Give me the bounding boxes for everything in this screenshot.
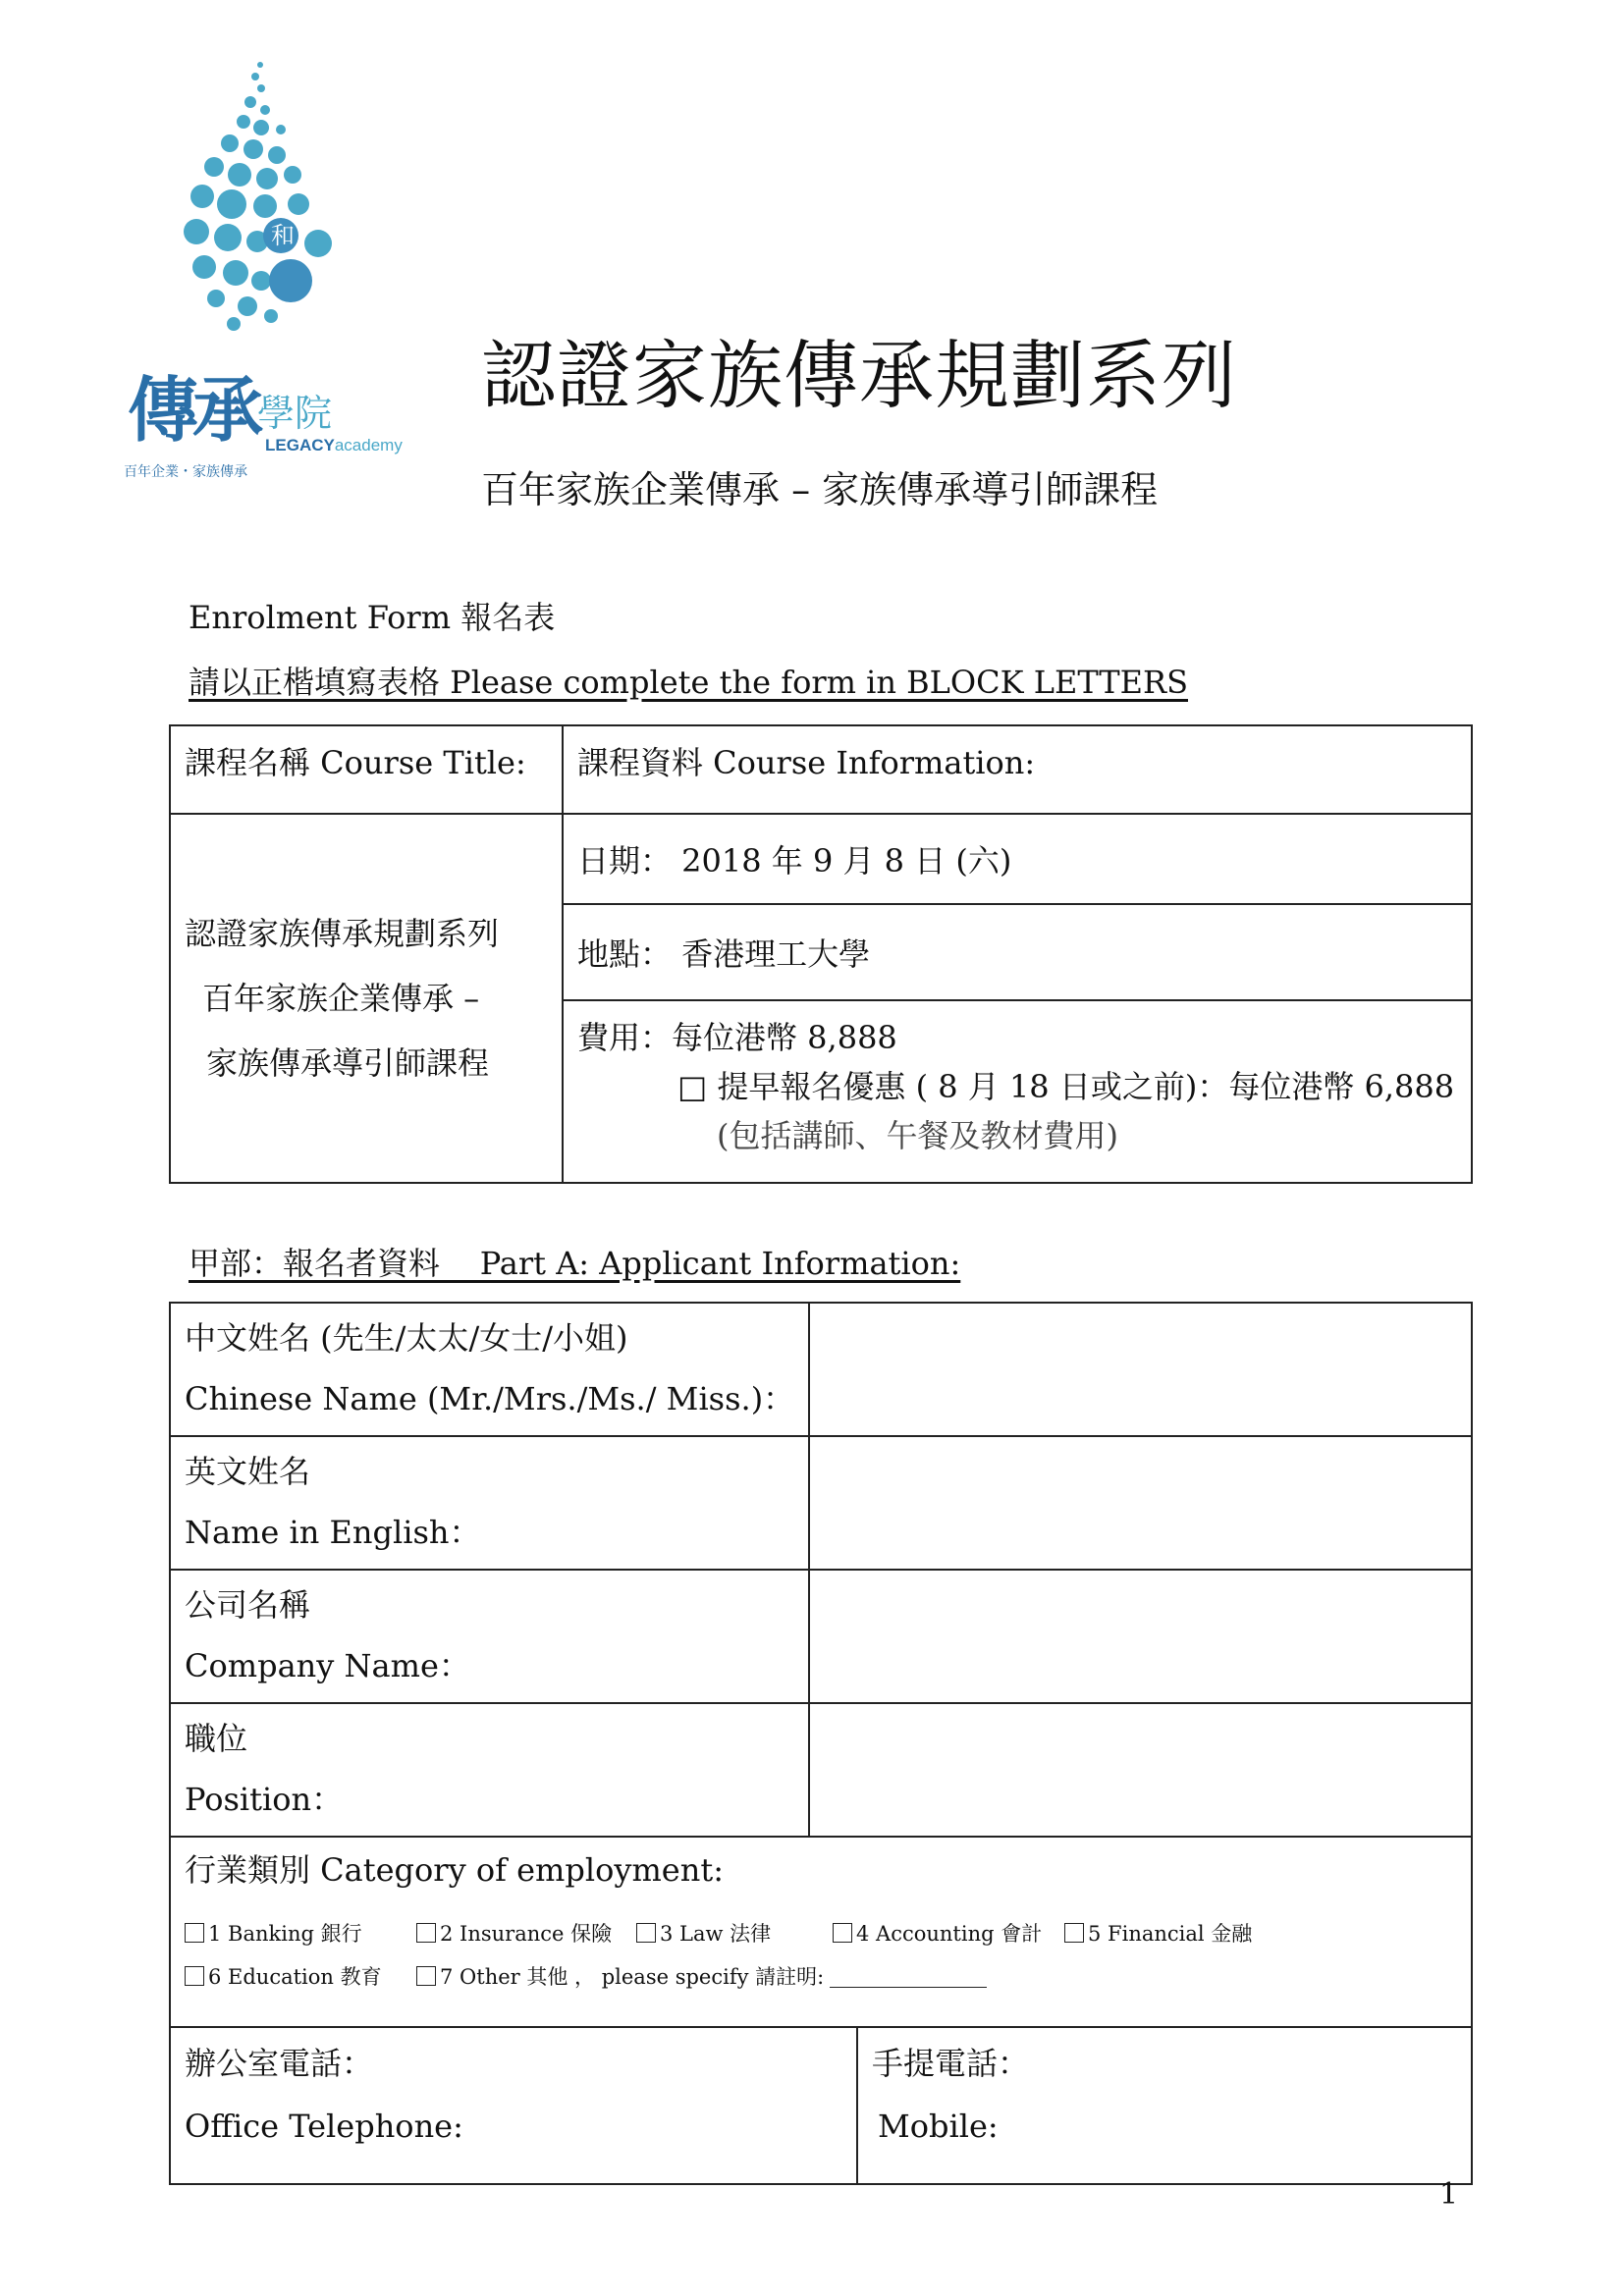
category-banking[interactable]: 1 Banking 銀行 xyxy=(185,1918,362,1948)
english-name-field[interactable] xyxy=(809,1436,1472,1570)
checkbox[interactable] xyxy=(833,1923,852,1943)
category-education[interactable]: 6 Education 教育 xyxy=(185,1961,382,1991)
category-row xyxy=(185,1961,1457,2004)
course-date: 日期： 2018 年 9 月 8 日 (六) xyxy=(563,814,1472,904)
position-field[interactable] xyxy=(809,1703,1472,1837)
droplet-bubbles-icon xyxy=(108,59,373,353)
part-a-heading: 甲部：報名者資料 Part A: Applicant Information: xyxy=(189,1245,961,1282)
logo-name-en: LEGACYacademy xyxy=(265,436,403,454)
fee-note: (包括講師、午餐及教材費用) xyxy=(717,1117,1118,1154)
course-name-line: 百年家族企業傳承 – xyxy=(202,980,480,1017)
early-bird-option[interactable]: □ 提早報名優惠 ( 8 月 18 日或之前)：每位港幣 6,888 xyxy=(677,1068,1455,1105)
chinese-name-field[interactable] xyxy=(809,1303,1472,1436)
position-label: 職位 Position： xyxy=(170,1703,809,1837)
category-law[interactable]: 3 Law 法律 xyxy=(636,1918,771,1948)
category-other[interactable]: 7 Other 其他 ， please specify 請註明: xyxy=(416,1961,987,1991)
company-name-label: 公司名稱 Company Name： xyxy=(170,1570,809,1703)
mobile-label-en: Mobile: xyxy=(877,2108,999,2145)
company-name-field[interactable] xyxy=(809,1570,1472,1703)
course-info-header: 課程資料 Course Information: xyxy=(563,725,1472,814)
mobile-cell[interactable] xyxy=(857,2027,1472,2184)
category-title: 行業類別 Category of employment: xyxy=(185,1851,724,1889)
checkbox[interactable] xyxy=(185,1923,204,1943)
course-title-header: 課程名稱 Course Title: xyxy=(170,725,563,814)
logo-name-cn: 傳承 xyxy=(128,368,258,452)
employment-category-cell xyxy=(170,1837,1472,2027)
category-accounting[interactable]: 4 Accounting 會計 xyxy=(833,1918,1042,1948)
category-insurance[interactable]: 2 Insurance 保險 xyxy=(416,1918,612,1948)
svg-text:和: 和 xyxy=(271,222,295,249)
logo-name-cn2: 學院 xyxy=(257,392,333,435)
course-name-line: 家族傳承導引師課程 xyxy=(206,1044,490,1082)
checkbox[interactable] xyxy=(416,1966,436,1986)
checkbox[interactable] xyxy=(416,1923,436,1943)
course-name-cell xyxy=(170,814,563,1183)
english-name-label: 英文姓名 Name in English： xyxy=(170,1436,809,1570)
page-number: 1 xyxy=(1439,2177,1459,2212)
form-title: Enrolment Form 報名表 xyxy=(189,599,556,636)
page-title: 認證家族傳承規劃系列 xyxy=(481,332,1237,419)
course-name-line: 認證家族傳承規劃系列 xyxy=(185,915,500,952)
checkbox[interactable] xyxy=(185,1966,204,1986)
course-venue: 地點： 香港理工大學 xyxy=(563,904,1472,1000)
course-fee: 費用：每位港幣 8,888 xyxy=(577,1019,897,1056)
course-fee-cell xyxy=(563,1000,1472,1183)
form-instruction: 請以正楷填寫表格 Please complete the form in BLOCK LETTERS xyxy=(189,664,1188,701)
checkbox[interactable] xyxy=(1064,1923,1084,1943)
logo-tagline: 百年企業・家族傳承 xyxy=(124,464,247,480)
office-telephone-label-en: Office Telephone: xyxy=(185,2108,463,2145)
office-telephone-label-cn: 辦公室電話： xyxy=(185,2045,374,2082)
page-subtitle: 百年家族企業傳承 – 家族傳承導引師課程 xyxy=(481,468,1159,511)
chinese-name-label: 中文姓名 (先生/太太/女士/小姐) Chinese Name (Mr./Mrs./Ms./ Miss.)： xyxy=(170,1303,809,1436)
course-table xyxy=(169,724,1473,1184)
category-row xyxy=(185,1918,1457,1961)
checkbox[interactable] xyxy=(636,1923,656,1943)
office-telephone-cell[interactable] xyxy=(170,2027,857,2184)
legacy-academy-logo xyxy=(108,59,403,481)
category-financial[interactable]: 5 Financial 金融 xyxy=(1064,1918,1252,1948)
other-specify-field[interactable] xyxy=(830,1969,987,1988)
applicant-table xyxy=(169,1302,1473,2185)
mobile-label-cn: 手提電話： xyxy=(871,2045,1029,2082)
